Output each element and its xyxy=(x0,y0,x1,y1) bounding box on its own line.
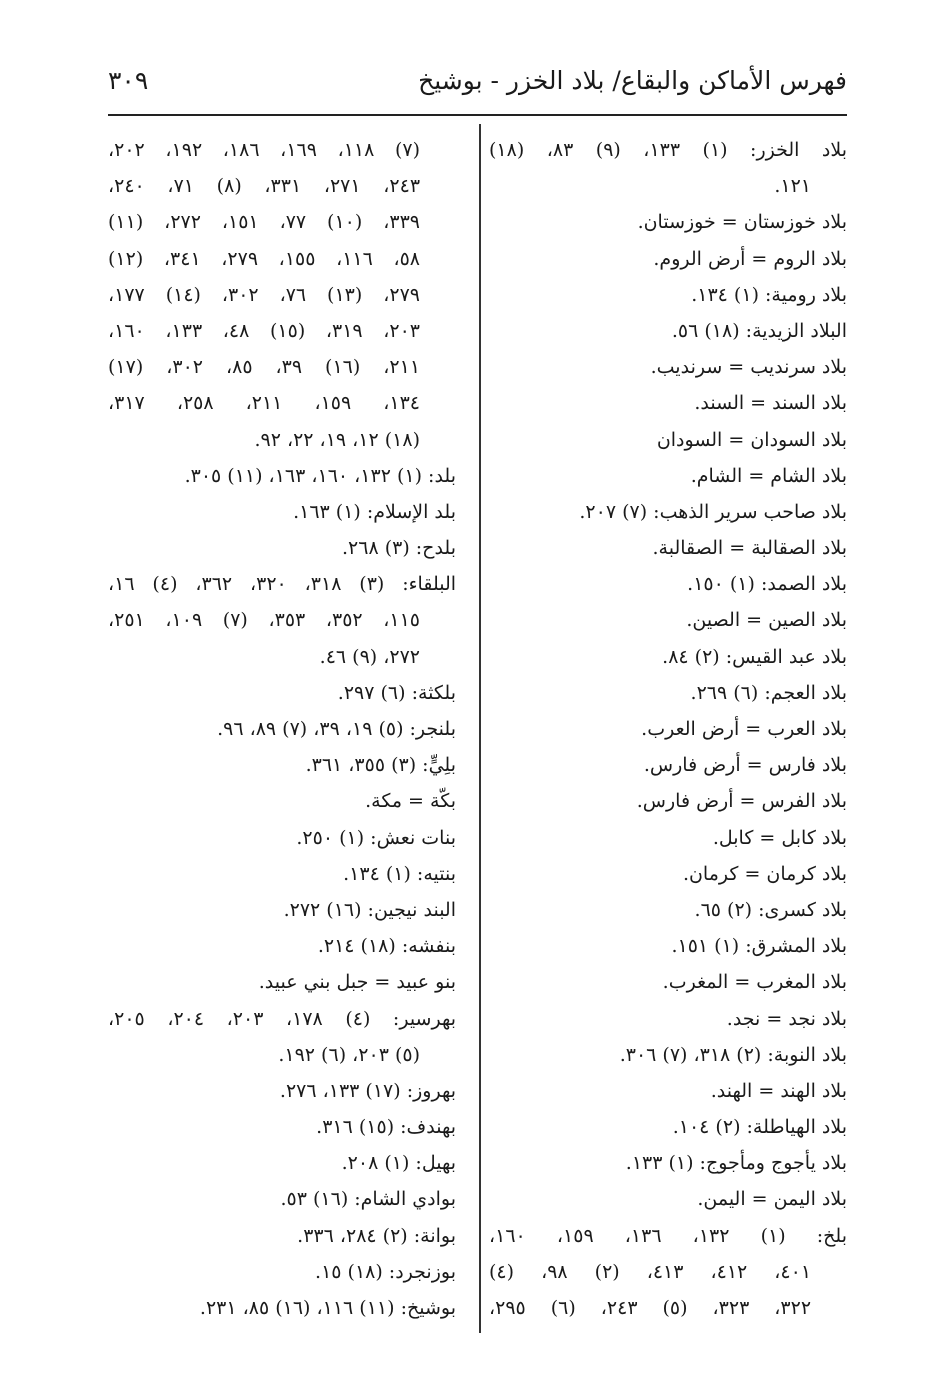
index-column-right xyxy=(489,132,847,1326)
index-entry-line: بلاد سرنديب = سرنديب. xyxy=(650,356,847,379)
index-entry-line: بلدح: (٣) ٢٦٨. xyxy=(341,537,456,560)
index-column-left xyxy=(108,132,456,1326)
index-entry-line: بلاد الفرس = أرض فارس. xyxy=(636,790,847,813)
index-entry-line: بلاد يأجوج ومأجوج: (١) ١٣٣. xyxy=(625,1152,847,1175)
index-entry-line: بلاد العجم: (٦) ٢٦٩. xyxy=(690,681,847,704)
page-header xyxy=(108,62,847,106)
index-entry-line: البلاد الزيدية: (١٨) ٥٦. xyxy=(671,319,847,342)
index-entry-line: بنات نعش: (١) ٢٥٠. xyxy=(296,826,456,849)
index-entry-line: بلخ: (١) ١٣٢، ١٣٦، ١٥٩، ١٦٠، xyxy=(489,1224,847,1247)
index-entry-line: بلِيٍّ: (٣) ٣٥٥، ٣٦١. xyxy=(305,754,456,777)
index-entry-line: البلقاء: (٣) ٣١٨، ٣٢٠، ٣٦٢، (٤) ١٦، xyxy=(108,573,456,596)
running-title: فهرس الأماكن والبقاع/ بلاد الخزر - بوشيخ xyxy=(418,66,847,95)
index-entry-line: ١٢١. xyxy=(774,175,811,198)
index-entry-line: بهرسير: (٤) ١٧٨، ٢٠٣، ٢٠٤، ٢٠٥، xyxy=(108,1007,456,1030)
index-entry-line: بلاد السند = السند. xyxy=(694,392,847,415)
index-entry-line: بهندف: (١٥) ٣١٦. xyxy=(316,1116,456,1139)
index-entry-line: بلاد الصمد: (١) ١٥٠. xyxy=(687,573,847,596)
index-entry-line: بلاد النوبة: (٢) ٣١٨، (٧) ٣٠٦. xyxy=(619,1043,847,1066)
index-entry-line: بلاد صاحب سرير الذهب: (٧) ٢٠٧. xyxy=(579,500,847,523)
index-entry-line: بلاد الخزر: (١) ١٣٣، (٩) ٨٣، (١٨) xyxy=(489,139,847,161)
index-entry-line: بلاد الهياطلة: (٢) ١٠٤. xyxy=(672,1116,847,1139)
index-entry-line: بلاد نجد = نجد. xyxy=(726,1007,847,1030)
index-entry-line: ٢٧٩، (١٣) ٧٦، ٣٠٢، (١٤) ١٧٧، xyxy=(108,283,420,306)
index-entry-line: بلنجر: (٥) ١٩، ٣٩، (٧) ٨٩، ٩٦. xyxy=(217,718,456,740)
index-entry-line: بلاد العرب = أرض العرب. xyxy=(641,718,847,740)
index-entry-line: ٣٣٩، (١٠) ٧٧، ١٥١، ٢٧٢، (١١) xyxy=(108,211,420,234)
index-entry-line: ١٣٤، ١٥٩، ٢١١، ٢٥٨، ٣١٧، xyxy=(108,392,421,415)
index-entry-line: بلاد كسرى: (٢) ٦٥. xyxy=(694,898,847,921)
header-rule xyxy=(108,114,847,116)
index-entry-line: بهروز: (١٧) ١٣٣، ٢٧٦. xyxy=(279,1079,456,1102)
index-entry-line: (١٨) ١٢، ١٩، ٢٢، ٩٢. xyxy=(254,428,420,451)
index-entry-line: بوانة: (٢) ٢٨٤، ٣٣٦. xyxy=(297,1224,456,1247)
index-entry-line: ٢٤٣، ٢٧١، ٣٣١، (٨) ٧١، ٢٤٠، xyxy=(108,175,421,198)
column-divider xyxy=(479,124,481,1333)
index-entry-line: ٤٠١، ٤١٢، ٤١٣، (٢) ٩٨، (٤) xyxy=(489,1260,812,1283)
page-number: ٣٠٩ xyxy=(108,66,149,95)
index-entry-line: بنو عبيد = جبل بني عبيد. xyxy=(258,971,456,994)
index-entry-line: بلاد الصين = الصين. xyxy=(686,609,847,632)
index-entry-line: بلاد المغرب = المغرب. xyxy=(662,971,847,994)
index-entry-line: بلاد اليمن = اليمن. xyxy=(697,1188,847,1211)
index-entry-line: بلاد المشرق: (١) ١٥١. xyxy=(671,935,847,958)
index-entry-line: (٧) ١١٨، ١٦٩، ١٨٦، ١٩٢، ٢٠٢، xyxy=(108,139,421,161)
index-entry-line: بكّة = مكة. xyxy=(365,790,456,813)
index-entry-line: بلاد كرمان = كرمان. xyxy=(682,862,847,885)
index-entry-line: بلاد عبد القيس: (٢) ٨٤. xyxy=(662,645,847,668)
index-entry-line: بلاد رومية: (١) ١٣٤. xyxy=(691,283,847,306)
index-entry-line: بوادي الشام: (١٦) ٥٣. xyxy=(280,1188,456,1211)
index-entry-line: بوشيخ: (١١) ١١٦، (١٦) ٨٥، ٢٣١. xyxy=(199,1297,456,1319)
index-entry-line: بلاد الروم = أرض الروم. xyxy=(653,247,847,270)
index-entry-line: ٣٢٢، ٣٢٣، (٥) ٢٤٣، (٦) ٢٩٥، xyxy=(489,1297,812,1319)
index-entry-line: بلاد خوزستان = خوزستان. xyxy=(637,211,847,234)
index-entry-line: ٢٧٢، (٩) ٤٦. xyxy=(319,645,420,668)
index-entry-line: ٢١١، (١٦) ٣٩، ٨٥، ٣٠٢، (١٧) xyxy=(108,356,421,379)
index-entry-line: بلكثة: (٦) ٢٩٧. xyxy=(337,681,456,704)
index-entry-line: بلد: (١) ١٣٢، ١٦٠، ١٦٣، (١١) ٣٠٥. xyxy=(184,464,456,487)
index-entry-line: بنفشه: (١٨) ٢١٤. xyxy=(317,935,456,958)
index-entry-line: ١١٥، ٣٥٢، ٣٥٣، (٧) ١٠٩، ٢٥١، xyxy=(108,609,421,632)
index-entry-line: بلاد فارس = أرض فارس. xyxy=(643,754,847,777)
index-entry-line: بلاد الهند = الهند. xyxy=(710,1079,847,1102)
index-entry-line: ٥٨، ١١٦، ١٥٥، ٢٧٩، ٣٤١، (١٢) xyxy=(108,247,421,270)
index-entry-line: ٢٠٣، ٣١٩، (١٥) ٤٨، ١٣٣، ١٦٠، xyxy=(108,319,421,342)
index-entry-line: البند نيجين: (١٦) ٢٧٢. xyxy=(283,898,456,921)
index-entry-line: بلاد الصقالبة = الصقالبة. xyxy=(652,537,847,560)
index-entry-line: بنتيه: (١) ١٣٤. xyxy=(343,862,456,885)
index-entry-line: بهيل: (١) ٢٠٨. xyxy=(341,1152,456,1175)
index-entry-line: بلاد الشام = الشام. xyxy=(690,464,847,487)
index-entry-line: بلاد كابل = كابل. xyxy=(712,826,847,849)
index-entry-line: بلاد السودان = السودان xyxy=(656,428,847,451)
index-entry-line: بلد الإسلام: (١) ١٦٣. xyxy=(293,500,456,523)
index-entry-line: (٥) ٢٠٣، (٦) ١٩٢. xyxy=(278,1043,420,1066)
index-entry-line: بوزنجرد: (١٨) ١٥. xyxy=(315,1260,456,1283)
